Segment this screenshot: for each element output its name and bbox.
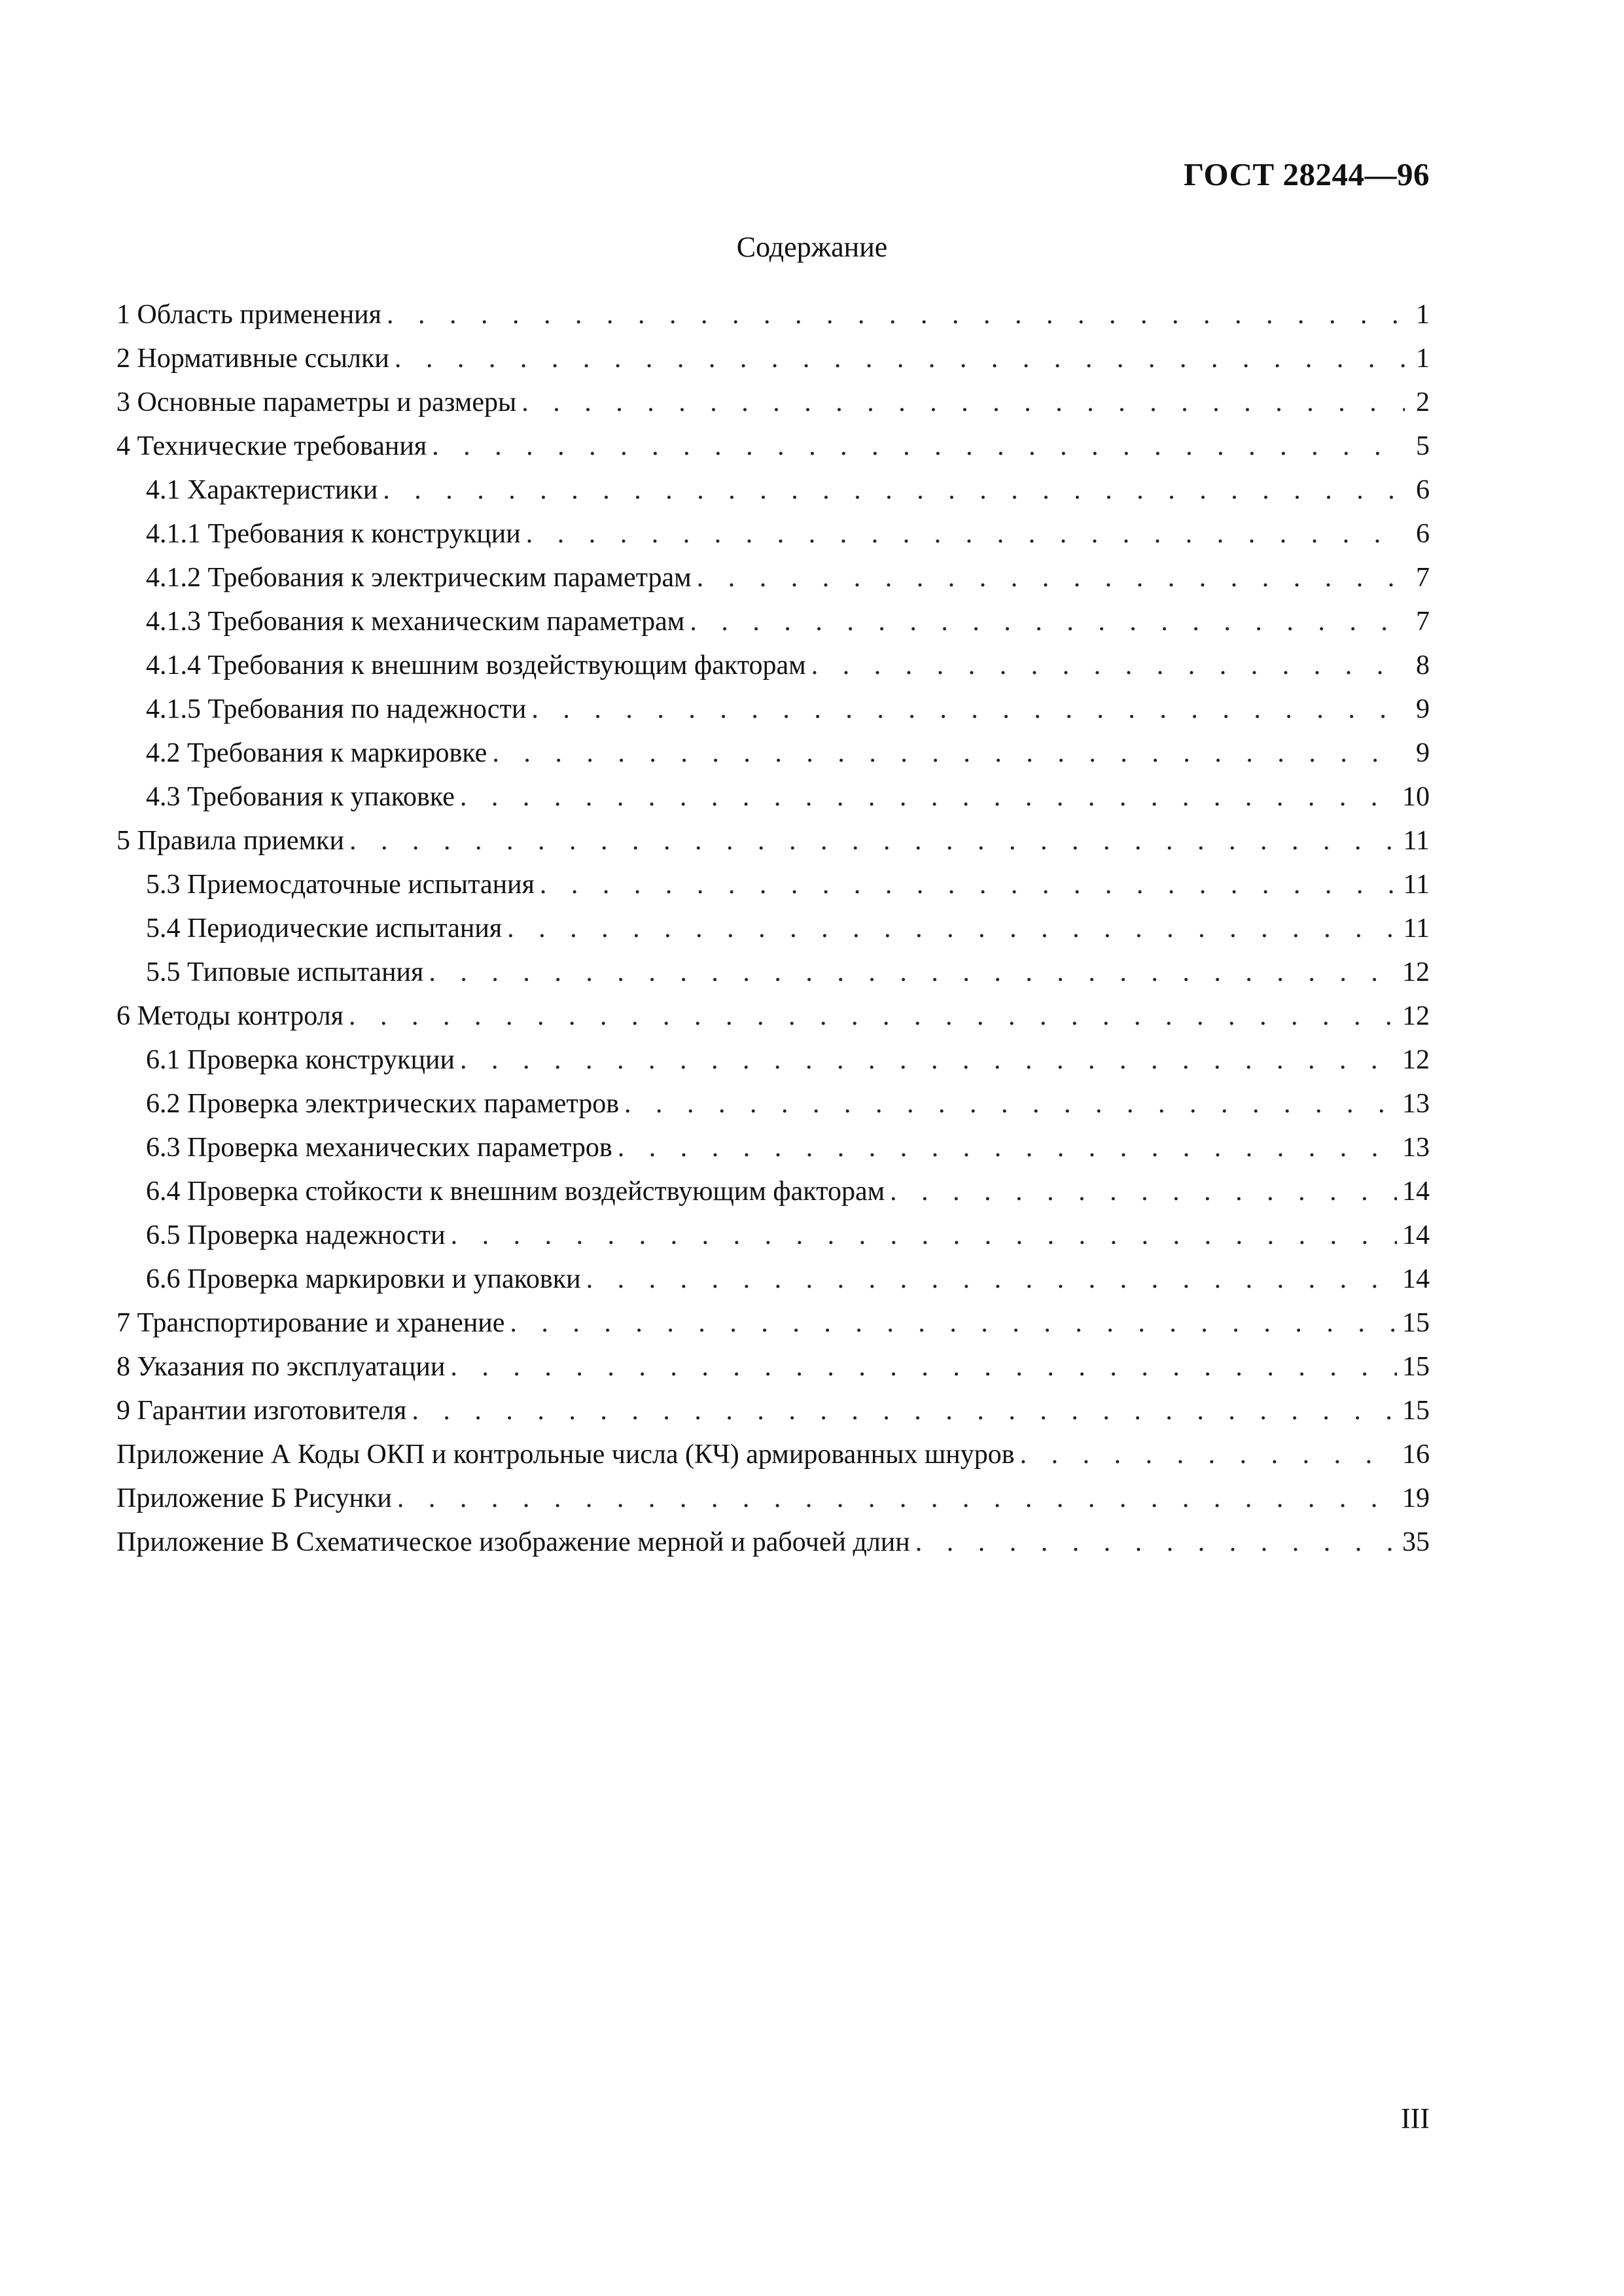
toc-dot-leader — [586, 1258, 1397, 1301]
toc-entry-label: 4.1.4 Требования к внешним воздействующим факторам — [146, 650, 806, 680]
toc-entry-label: 6.1 Проверка конструкции — [146, 1045, 455, 1075]
toc-entry-page: 1 — [1416, 300, 1430, 330]
document-code: ГОСТ 28244—96 — [1184, 156, 1430, 192]
toc-dot-leader — [460, 1038, 1397, 1082]
toc-entry-label: 7 Транспортирование и хранение — [116, 1308, 505, 1338]
toc-dot-leader — [521, 381, 1405, 425]
toc-entry-label: 6.2 Проверка электрических параметров — [146, 1089, 620, 1119]
toc-entry-page: 2 — [1416, 387, 1430, 417]
toc-entry-label: 5 Правила приемки — [116, 826, 344, 856]
toc-entry-label: 9 Гарантии изготовителя — [116, 1396, 407, 1426]
toc-dot-leader — [510, 1301, 1397, 1345]
toc-entry — [116, 863, 1430, 907]
toc-entry-page: 10 — [1402, 782, 1430, 812]
toc-entry-page: 15 — [1402, 1308, 1430, 1338]
toc-entry — [116, 1258, 1430, 1301]
toc-entry — [116, 512, 1430, 556]
toc-entry — [116, 1389, 1430, 1433]
toc-dot-leader — [1020, 1433, 1397, 1477]
toc-entry-label: 6.6 Проверка маркировки и упаковки — [146, 1264, 581, 1294]
toc-dot-leader — [540, 863, 1398, 907]
toc-entry-label: 4.1 Характеристики — [146, 475, 378, 505]
toc-entry — [116, 425, 1430, 468]
toc-entry — [116, 1301, 1430, 1345]
toc-entry-label: 6.5 Проверка надежности — [146, 1220, 446, 1250]
toc-entry-page: 6 — [1416, 519, 1430, 549]
toc-entry-page: 11 — [1403, 913, 1430, 944]
toc-dot-leader — [432, 425, 1405, 468]
toc-entry-page: 15 — [1402, 1396, 1430, 1426]
toc-dot-leader — [395, 337, 1405, 381]
toc-entry-page: 13 — [1402, 1133, 1430, 1163]
toc-entry — [116, 1082, 1430, 1126]
page-number: III — [1401, 2102, 1430, 2134]
toc-entry-page: 6 — [1416, 475, 1430, 505]
toc-entry-page: 7 — [1416, 607, 1430, 637]
toc-entry — [116, 775, 1430, 819]
toc-entry-page: 11 — [1403, 870, 1430, 900]
toc-entry-label: 1 Область применения — [116, 300, 381, 330]
toc-entry-label: 4.1.2 Требования к электрическим параметрам — [146, 563, 692, 593]
toc-entry-label: 2 Нормативные ссылки — [116, 344, 389, 374]
toc-entry-label: 8 Указания по эксплуатации — [116, 1352, 446, 1382]
table-of-contents — [116, 293, 1430, 1564]
toc-entry — [116, 600, 1430, 644]
toc-entry-page: 9 — [1416, 694, 1430, 724]
toc-entry-label: 5.5 Типовые испытания — [146, 957, 424, 987]
toc-entry-label: 5.4 Периодические испытания — [146, 913, 503, 944]
toc-entry — [116, 1126, 1430, 1170]
toc-entry — [116, 732, 1430, 775]
toc-dot-leader — [531, 688, 1405, 732]
toc-entry — [116, 556, 1430, 600]
toc-entry — [116, 951, 1430, 995]
toc-entry-page: 12 — [1402, 1001, 1430, 1031]
toc-entry — [116, 995, 1430, 1038]
toc-entry-label: 5.3 Приемосдаточные испытания — [146, 870, 535, 900]
toc-dot-leader — [383, 468, 1405, 512]
toc-dot-leader — [690, 600, 1405, 644]
toc-dot-leader — [451, 1214, 1397, 1258]
toc-entry — [116, 337, 1430, 381]
toc-entry-page: 9 — [1416, 738, 1430, 768]
toc-entry — [116, 293, 1430, 337]
toc-dot-leader — [460, 775, 1397, 819]
toc-entry — [116, 644, 1430, 688]
toc-dot-leader — [811, 644, 1405, 688]
toc-dot-leader — [915, 1521, 1397, 1564]
toc-entry — [116, 468, 1430, 512]
toc-dot-leader — [697, 556, 1405, 600]
toc-dot-leader — [349, 819, 1398, 863]
toc-dot-leader — [397, 1477, 1397, 1521]
toc-entry-label: 4 Технические требования — [116, 431, 427, 461]
toc-entry — [116, 381, 1430, 425]
toc-title: Содержание — [736, 231, 888, 263]
toc-entry-label: Приложение Б Рисунки — [116, 1483, 392, 1513]
toc-entry-page: 12 — [1402, 1045, 1430, 1075]
toc-entry-label: 6.4 Проверка стойкости к внешним воздействующим факторам — [146, 1176, 885, 1207]
toc-entry-label: Приложение В Схематическое изображение мерной и рабочей длин — [116, 1527, 910, 1557]
toc-entry-label: 4.3 Требования к упаковке — [146, 782, 455, 812]
toc-entry-page: 8 — [1416, 650, 1430, 680]
toc-entry-label: 3 Основные параметры и размеры — [116, 387, 517, 417]
toc-entry — [116, 1345, 1430, 1389]
toc-entry-page: 14 — [1402, 1264, 1430, 1294]
toc-entry-label: Приложение А Коды ОКП и контрольные числа (КЧ) армированных шнуров — [116, 1439, 1015, 1470]
toc-entry-page: 11 — [1403, 826, 1430, 856]
toc-entry-label: 4.2 Требования к маркировке — [146, 738, 487, 768]
toc-entry-page: 12 — [1402, 957, 1430, 987]
toc-entry-page: 19 — [1402, 1483, 1430, 1513]
toc-entry-label: 4.1.5 Требования по надежности — [146, 694, 527, 724]
toc-entry — [116, 1170, 1430, 1214]
toc-dot-leader — [450, 1345, 1397, 1389]
toc-dot-leader — [429, 951, 1397, 995]
toc-dot-leader — [507, 907, 1398, 951]
toc-entry-label: 6 Методы контроля — [116, 1001, 344, 1031]
toc-entry-page: 14 — [1402, 1176, 1430, 1207]
toc-dot-leader — [526, 512, 1405, 556]
toc-dot-leader — [492, 732, 1405, 775]
toc-dot-leader — [618, 1126, 1397, 1170]
toc-entry-label: 4.1.3 Требования к механическим параметрам — [146, 607, 685, 637]
toc-entry-page: 1 — [1416, 344, 1430, 374]
toc-dot-leader — [890, 1170, 1397, 1214]
toc-entry — [116, 688, 1430, 732]
toc-dot-leader — [349, 995, 1397, 1038]
toc-entry — [116, 1038, 1430, 1082]
toc-entry-page: 5 — [1416, 431, 1430, 461]
toc-entry-page: 7 — [1416, 563, 1430, 593]
toc-entry-label: 4.1.1 Требования к конструкции — [146, 519, 521, 549]
toc-entry — [116, 1433, 1430, 1477]
toc-entry-page: 13 — [1402, 1089, 1430, 1119]
toc-entry-page: 35 — [1402, 1527, 1430, 1557]
toc-entry — [116, 1214, 1430, 1258]
toc-entry — [116, 819, 1430, 863]
toc-dot-leader — [412, 1389, 1397, 1433]
toc-entry-page: 16 — [1402, 1439, 1430, 1470]
toc-dot-leader — [624, 1082, 1397, 1126]
toc-entry-label: 6.3 Проверка механических параметров — [146, 1133, 612, 1163]
toc-entry — [116, 1521, 1430, 1564]
toc-entry-page: 15 — [1402, 1352, 1430, 1382]
toc-dot-leader — [387, 293, 1405, 337]
toc-entry — [116, 1477, 1430, 1521]
toc-entry-page: 14 — [1402, 1220, 1430, 1250]
toc-entry — [116, 907, 1430, 951]
